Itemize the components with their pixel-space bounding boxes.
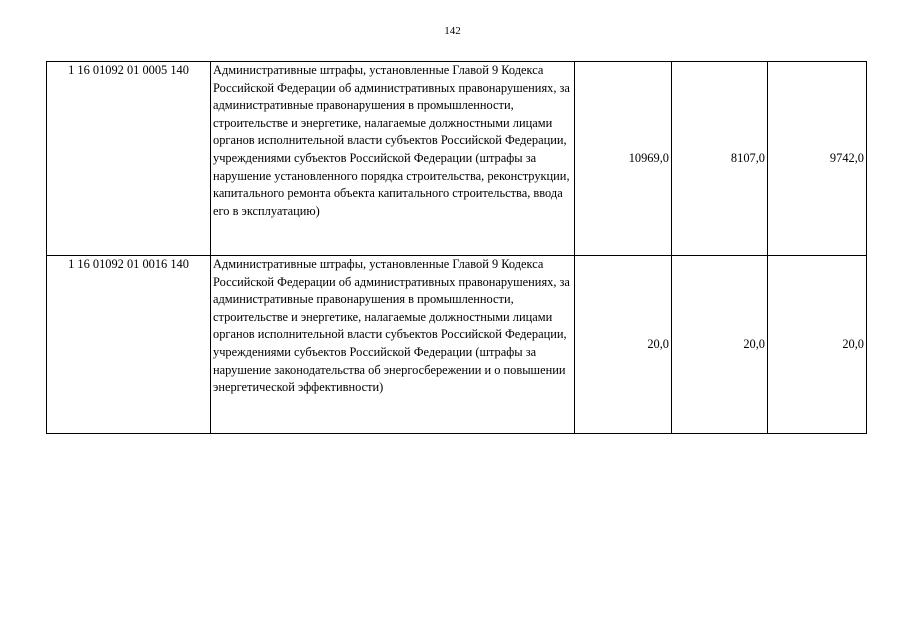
table-row [47,62,867,256]
amount-year-3: 20,0 [768,256,867,434]
revenue-description: Административные штрафы, установленные Главой 9 Кодекса Российской Федерации об административных правонарушениях, за административные правонарушения в промышленности, строительстве и энергетике, налагаемые должностными лицами органов исполнительной власти субъектов Российской Федерации, учреждениями субъектов Российской Федерации (штрафы за нарушение законодательства об энергосбережении и о повышении энергетической эффективности) [211,256,575,434]
page-number: 142 [444,25,461,37]
budget-revenue-table [46,61,867,434]
amount-year-2: 8107,0 [672,62,768,256]
amount-year-1: 20,0 [575,256,672,434]
amount-year-1: 10969,0 [575,62,672,256]
amount-year-3: 9742,0 [768,62,867,256]
table-row [47,256,867,434]
budget-classification-code: 1 16 01092 01 0016 140 [47,256,211,434]
amount-year-2: 20,0 [672,256,768,434]
revenue-description: Административные штрафы, установленные Главой 9 Кодекса Российской Федерации об административных правонарушениях, за административные правонарушения в промышленности, строительстве и энергетике, налагаемые должностными лицами органов исполнительной власти субъектов Российской Федерации, учреждениями субъектов Российской Федерации (штрафы за нарушение установленного порядка строительства, реконструкции, капитального ремонта объекта капитального строительства, ввода его в эксплуатацию) [211,62,575,256]
budget-classification-code: 1 16 01092 01 0005 140 [47,62,211,256]
